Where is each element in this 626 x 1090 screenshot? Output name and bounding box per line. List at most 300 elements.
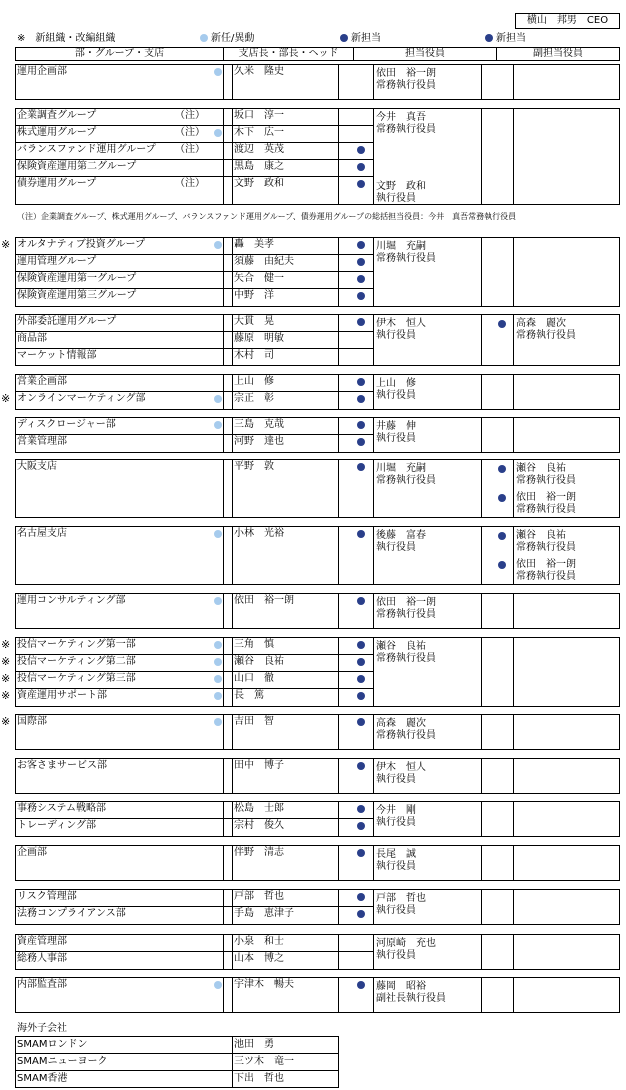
column-divider <box>338 889 339 925</box>
officer-name: 執行役員 <box>376 774 416 785</box>
row-divider <box>15 331 373 332</box>
officer-name: 副社長執行役員 <box>376 993 446 1004</box>
head-name: 文野 政和 <box>234 178 284 189</box>
head-name: 河野 達也 <box>234 436 284 447</box>
column-divider <box>513 593 514 629</box>
overseas-head: 池田 勇 <box>234 1039 274 1050</box>
table-header <box>15 47 620 61</box>
dark-dot-icon <box>357 241 365 249</box>
dept-name: 投信マーケティング第二部 <box>17 656 136 667</box>
dark-dot-icon <box>498 494 506 502</box>
head-name: 久米 隆史 <box>234 66 284 77</box>
officer-name: 伊木 恒人 <box>376 762 426 773</box>
column-divider <box>373 374 374 410</box>
dark-dot-icon <box>357 658 365 666</box>
officer-name: 長尾 誠 <box>376 849 416 860</box>
officer-name: 執行役員 <box>376 817 416 828</box>
column-divider <box>373 801 374 837</box>
row-divider <box>15 254 373 255</box>
head-name: 轟 美孝 <box>234 239 274 250</box>
column-divider <box>223 889 224 925</box>
head-name: 長 篤 <box>234 690 264 701</box>
officer-name: 文野 政和 <box>376 181 426 192</box>
dark-dot-icon <box>357 597 365 605</box>
row-divider <box>15 176 373 177</box>
dark-dot-icon <box>498 465 506 473</box>
column-divider <box>373 108 374 205</box>
column-divider <box>513 977 514 1013</box>
dark-dot-icon <box>357 530 365 538</box>
officer-name: 高森 麗次 <box>376 718 426 729</box>
org-block <box>15 64 620 100</box>
ceo-box: 横山 邦男 CEO <box>515 13 620 29</box>
dept-name: 運用管理グループ <box>17 256 97 267</box>
officer-name: 河原崎 充也 <box>376 938 436 949</box>
officer-name: 上山 修 <box>376 378 416 389</box>
column-divider <box>338 593 339 629</box>
officer-name: 常務執行役員 <box>376 609 436 620</box>
dept-name: バランスファンド運用グループ <box>17 144 156 155</box>
column-divider <box>513 64 514 100</box>
overseas-name: SMAMロンドン <box>17 1039 88 1050</box>
light-dot-icon <box>214 395 222 403</box>
vice-officer-name: 常務執行役員 <box>516 330 576 341</box>
dept-name: 保険資産運用第二グループ <box>17 161 137 172</box>
light-dot-icon <box>214 129 222 137</box>
column-divider <box>373 845 374 881</box>
header-officer: 担当役員 <box>354 48 497 60</box>
new-org-mark: ※ <box>1 672 11 685</box>
officer-name: 常務執行役員 <box>376 475 436 486</box>
officer-name: 藤岡 昭裕 <box>376 981 426 992</box>
org-block <box>15 108 620 205</box>
light-dot-icon <box>214 658 222 666</box>
column-divider <box>232 845 233 881</box>
overseas-head: 下出 哲也 <box>234 1073 284 1084</box>
column-divider <box>373 637 374 707</box>
column-divider <box>232 758 233 794</box>
dept-name: 外部委託運用グループ <box>17 316 117 327</box>
dept-name: マーケット情報部 <box>17 350 97 361</box>
dark-dot-icon <box>357 438 365 446</box>
column-divider <box>481 459 482 518</box>
column-divider <box>232 64 233 100</box>
head-name: 須藤 由紀夫 <box>234 256 294 267</box>
overseas-head: 三ツ木 竜一 <box>234 1056 294 1067</box>
org-block <box>15 977 620 1013</box>
dark-dot-icon <box>357 675 365 683</box>
header-dept: 部・グループ・支店 <box>16 48 224 60</box>
officer-name: 井藤 伸 <box>376 421 416 432</box>
dark-dot-icon <box>357 910 365 918</box>
footnote: （注）企業調査グループ、株式運用グループ、バランスファンド運用グループ、債券運用グループの総括担当役員：今井 真吾常務執行役員 <box>17 212 517 221</box>
dept-name: オルタナティブ投資グループ <box>17 239 145 250</box>
dark-dot-icon <box>357 318 365 326</box>
column-divider <box>223 977 224 1013</box>
dark-dot-icon <box>357 275 365 283</box>
column-divider <box>338 237 339 307</box>
column-divider <box>481 526 482 585</box>
head-name: 手島 恵津子 <box>234 908 294 919</box>
officer-name: 依田 裕一朗 <box>376 68 436 79</box>
light-dot-icon <box>214 68 222 76</box>
column-divider <box>481 374 482 410</box>
dept-name: 法務コンプライアンス部 <box>17 908 126 919</box>
column-divider <box>338 417 339 453</box>
dark-dot-icon <box>357 893 365 901</box>
column-divider <box>481 714 482 750</box>
head-name: 藤原 明敏 <box>234 333 284 344</box>
dark-dot-icon <box>357 718 365 726</box>
dept-name: 営業企画部 <box>17 376 67 387</box>
column-divider <box>223 64 224 100</box>
dark-dot-icon <box>357 258 365 266</box>
officer-name: 執行役員 <box>376 193 416 204</box>
dept-name: 企画部 <box>17 847 47 858</box>
row-divider <box>15 654 373 655</box>
column-divider <box>232 934 233 970</box>
new-org-mark: ※ <box>1 238 11 251</box>
row-divider <box>15 671 373 672</box>
row-divider <box>15 1053 339 1054</box>
overseas-name: SMAM香港 <box>17 1073 68 1084</box>
head-name: 宗正 彰 <box>234 393 274 404</box>
head-name: 三島 克哉 <box>234 419 284 430</box>
officer-name: 常務執行役員 <box>376 124 436 135</box>
column-divider <box>232 593 233 629</box>
column-divider <box>481 758 482 794</box>
column-divider <box>223 758 224 794</box>
dark-dot-icon <box>357 822 365 830</box>
head-name: 山口 徹 <box>234 673 274 684</box>
column-divider <box>223 845 224 881</box>
officer-name: 常務執行役員 <box>376 80 436 91</box>
head-name: 木村 司 <box>234 350 274 361</box>
dark-dot-icon <box>357 292 365 300</box>
column-divider <box>223 934 224 970</box>
row-divider <box>15 434 373 435</box>
row-divider <box>15 688 373 689</box>
row-divider <box>15 159 373 160</box>
officer-name: 常務執行役員 <box>376 730 436 741</box>
column-divider <box>373 64 374 100</box>
column-divider <box>338 934 339 970</box>
dept-note: （注） <box>175 144 205 155</box>
column-divider <box>373 889 374 925</box>
new-org-mark: ※ <box>1 715 11 728</box>
row-divider <box>15 142 373 143</box>
dark-dot-icon <box>498 532 506 540</box>
dept-name: 資産管理部 <box>17 936 67 947</box>
head-name: 山本 博之 <box>234 953 284 964</box>
column-divider <box>338 459 339 518</box>
column-divider <box>481 977 482 1013</box>
column-divider <box>513 417 514 453</box>
column-divider <box>513 845 514 881</box>
head-name: 依田 裕一朗 <box>234 595 294 606</box>
dept-note: （注） <box>175 110 205 121</box>
new-org-mark: ※ <box>1 689 11 702</box>
head-name: 戸部 哲也 <box>234 891 284 902</box>
column-divider <box>232 417 233 453</box>
dept-name: 総務人事部 <box>17 953 67 964</box>
row-divider <box>15 818 373 819</box>
officer-name: 今井 剛 <box>376 805 416 816</box>
column-divider <box>232 526 233 585</box>
vice-officer-name: 瀬谷 良祐 <box>516 463 566 474</box>
column-divider <box>232 1036 233 1088</box>
column-divider <box>481 845 482 881</box>
dark-dot-icon <box>498 320 506 328</box>
column-divider <box>481 637 482 707</box>
column-divider <box>223 417 224 453</box>
new-org-mark: ※ <box>1 655 11 668</box>
column-divider <box>223 801 224 837</box>
dark-dot-icon <box>357 395 365 403</box>
column-divider <box>223 637 224 707</box>
column-divider <box>338 845 339 881</box>
head-name: 中野 洋 <box>234 290 274 301</box>
officer-name: 瀬谷 良祐 <box>376 641 426 652</box>
column-divider <box>232 637 233 707</box>
dept-name: ディスクロージャー部 <box>17 419 116 430</box>
head-name: 黒島 康之 <box>234 161 284 172</box>
column-divider <box>338 714 339 750</box>
light-dot-icon <box>214 641 222 649</box>
officer-name: 戸部 哲也 <box>376 893 426 904</box>
dark-dot-icon <box>357 762 365 770</box>
row-divider <box>15 1070 339 1071</box>
dept-name: 株式運用グループ <box>17 127 97 138</box>
dept-name: 商品部 <box>17 333 47 344</box>
dark-dot-icon <box>357 163 365 171</box>
head-name: 坂口 淳一 <box>234 110 284 121</box>
column-divider <box>481 801 482 837</box>
column-divider <box>223 593 224 629</box>
column-divider <box>481 64 482 100</box>
dept-name: リスク管理部 <box>17 891 77 902</box>
dark-dot-icon <box>357 146 365 154</box>
officer-name: 常務執行役員 <box>376 653 436 664</box>
dark-dot-icon <box>357 180 365 188</box>
header-head: 支店長・部長・ヘッド <box>224 48 354 60</box>
head-name: 平野 敦 <box>234 461 274 472</box>
column-divider <box>338 374 339 410</box>
officer-name: 執行役員 <box>376 433 416 444</box>
light-dot-icon <box>214 981 222 989</box>
officer-name: 執行役員 <box>376 330 416 341</box>
column-divider <box>373 526 374 585</box>
column-divider <box>481 889 482 925</box>
column-divider <box>338 64 339 100</box>
dept-name: 投信マーケティング第一部 <box>17 639 136 650</box>
column-divider <box>232 108 233 205</box>
column-divider <box>481 417 482 453</box>
dark-dot-icon <box>357 421 365 429</box>
head-name: 上山 修 <box>234 376 274 387</box>
column-divider <box>373 714 374 750</box>
column-divider <box>513 314 514 366</box>
dark-dot-icon <box>340 34 348 42</box>
dark-dot-icon <box>357 378 365 386</box>
legend-mark: ※ <box>17 33 26 44</box>
column-divider <box>373 459 374 518</box>
legend <box>0 33 626 45</box>
light-dot-icon <box>214 597 222 605</box>
org-block <box>15 845 620 881</box>
column-divider <box>373 977 374 1013</box>
column-divider <box>513 526 514 585</box>
light-dot-icon <box>214 530 222 538</box>
column-divider <box>232 314 233 366</box>
column-divider <box>338 758 339 794</box>
dept-name: お客さまサービス部 <box>17 760 107 771</box>
column-divider <box>338 526 339 585</box>
officer-name: 川堀 充嗣 <box>376 463 426 474</box>
column-divider <box>513 237 514 307</box>
head-name: 松島 士郎 <box>234 803 284 814</box>
column-divider <box>223 459 224 518</box>
officer-name: 執行役員 <box>376 905 416 916</box>
column-divider <box>481 593 482 629</box>
dept-name: 名古屋支店 <box>17 528 67 539</box>
column-divider <box>513 459 514 518</box>
column-divider <box>223 237 224 307</box>
head-name: 矢合 健一 <box>234 273 284 284</box>
light-dot-icon <box>214 421 222 429</box>
column-divider <box>513 374 514 410</box>
row-divider <box>15 951 373 952</box>
row-divider <box>15 391 373 392</box>
dark-dot-icon <box>485 34 493 42</box>
dept-name: 運用コンサルティング部 <box>17 595 126 606</box>
dept-name: 投信マーケティング第三部 <box>17 673 136 684</box>
column-divider <box>232 459 233 518</box>
dept-name: 資産運用サポート部 <box>17 690 107 701</box>
dept-name: トレーディング部 <box>17 820 96 831</box>
column-divider <box>232 714 233 750</box>
officer-name: 執行役員 <box>376 861 416 872</box>
vice-officer-name: 常務執行役員 <box>516 542 576 553</box>
light-dot-icon <box>214 241 222 249</box>
vice-officer-name: 依田 裕一朗 <box>516 492 576 503</box>
org-block <box>15 714 620 750</box>
light-dot-icon <box>200 34 208 42</box>
column-divider <box>513 934 514 970</box>
officer-name: 伊木 恒人 <box>376 318 426 329</box>
column-divider <box>338 977 339 1013</box>
row-divider <box>15 348 373 349</box>
head-name: 小林 光裕 <box>234 528 284 539</box>
vice-officer-name: 常務執行役員 <box>516 475 576 486</box>
dark-dot-icon <box>357 805 365 813</box>
new-org-mark: ※ <box>1 392 11 405</box>
column-divider <box>481 108 482 205</box>
dept-note: （注） <box>175 178 205 189</box>
vice-officer-name: 依田 裕一朗 <box>516 559 576 570</box>
vice-officer-name: 常務執行役員 <box>516 504 576 515</box>
column-divider <box>223 108 224 205</box>
dept-name: 企業調査グループ <box>17 110 97 121</box>
dept-name: オンラインマーケティング部 <box>17 393 146 404</box>
dept-name: 運用企画部 <box>17 66 67 77</box>
column-divider <box>513 758 514 794</box>
dark-dot-icon <box>357 981 365 989</box>
head-name: 伴野 清志 <box>234 847 284 858</box>
column-divider <box>232 237 233 307</box>
dept-name: 営業管理部 <box>17 436 67 447</box>
head-name: 宇津木 暢夫 <box>234 979 294 990</box>
officer-name: 執行役員 <box>376 950 416 961</box>
column-divider <box>373 758 374 794</box>
vice-officer-name: 常務執行役員 <box>516 571 576 582</box>
dark-dot-icon <box>498 561 506 569</box>
officer-name: 依田 裕一朗 <box>376 597 436 608</box>
head-name: 吉田 智 <box>234 716 274 727</box>
head-name: 三角 慎 <box>234 639 274 650</box>
column-divider <box>232 889 233 925</box>
column-divider <box>373 314 374 366</box>
dept-note: （注） <box>175 127 205 138</box>
head-name: 小泉 和士 <box>234 936 284 947</box>
column-divider <box>481 314 482 366</box>
vice-officer-name: 瀬谷 良祐 <box>516 530 566 541</box>
overseas-name: SMAMニューヨーク <box>17 1056 108 1067</box>
column-divider <box>513 714 514 750</box>
dark-dot-icon <box>357 641 365 649</box>
column-divider <box>223 314 224 366</box>
head-name: 田中 博子 <box>234 760 284 771</box>
column-divider <box>513 108 514 205</box>
column-divider <box>338 108 339 205</box>
column-divider <box>373 417 374 453</box>
org-block <box>15 934 620 970</box>
officer-name: 執行役員 <box>376 390 416 401</box>
column-divider <box>223 526 224 585</box>
vice-officer-name: 高森 麗次 <box>516 318 566 329</box>
legend-new-charge-1: 新担当 <box>351 33 381 44</box>
legend-new-org: 新組織・改編組織 <box>35 33 116 44</box>
dept-name: 保険資産運用第一グループ <box>17 273 137 284</box>
dept-name: 国際部 <box>17 716 47 727</box>
column-divider <box>373 934 374 970</box>
light-dot-icon <box>214 718 222 726</box>
light-dot-icon <box>214 675 222 683</box>
column-divider <box>513 801 514 837</box>
officer-name: 今井 真吾 <box>376 112 426 123</box>
column-divider <box>338 801 339 837</box>
dept-name: 保険資産運用第三グループ <box>17 290 137 301</box>
column-divider <box>481 237 482 307</box>
row-divider <box>15 288 373 289</box>
head-name: 瀬谷 良祐 <box>234 656 284 667</box>
row-divider <box>15 125 373 126</box>
column-divider <box>338 637 339 707</box>
column-divider <box>223 714 224 750</box>
column-divider <box>232 977 233 1013</box>
column-divider <box>373 593 374 629</box>
column-divider <box>338 314 339 366</box>
header-vice: 副担当役員 <box>533 48 583 59</box>
light-dot-icon <box>214 692 222 700</box>
dept-name: 内部監査部 <box>17 979 67 990</box>
dept-name: 大阪支店 <box>17 461 57 472</box>
head-name: 宗村 俊久 <box>234 820 284 831</box>
row-divider <box>15 271 373 272</box>
dept-name: 債券運用グループ <box>17 178 97 189</box>
dark-dot-icon <box>357 463 365 471</box>
column-divider <box>232 374 233 410</box>
